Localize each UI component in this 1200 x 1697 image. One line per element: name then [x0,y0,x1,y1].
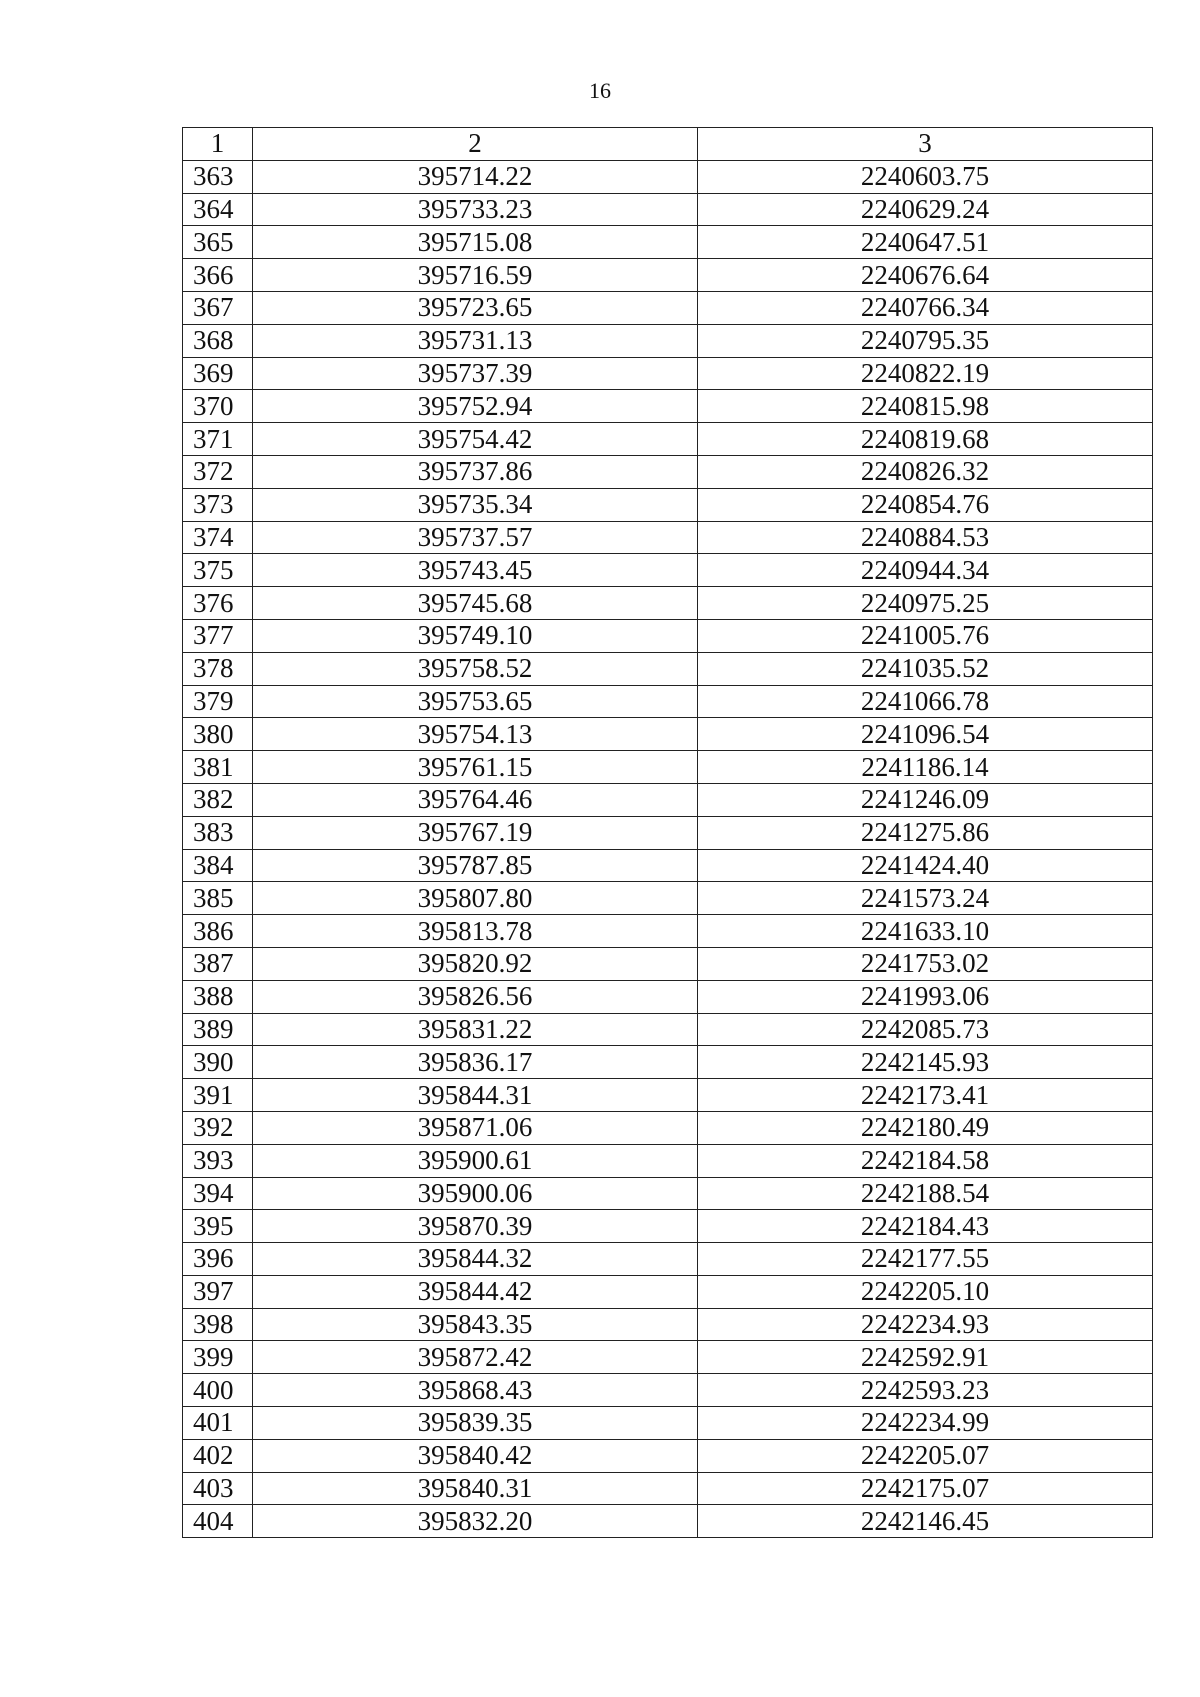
point-number-cell: 392 [183,1111,253,1144]
table-row [183,685,1153,718]
table-row [183,1046,1153,1079]
point-number-cell: 377 [183,619,253,652]
coordinate-x-cell: 395723.65 [253,291,698,324]
table-row [183,1177,1153,1210]
coordinate-x-cell: 395753.65 [253,685,698,718]
coordinate-y-cell: 2241096.54 [698,718,1153,751]
point-number-cell: 367 [183,291,253,324]
coordinate-y-cell: 2240676.64 [698,259,1153,292]
point-number-cell: 382 [183,783,253,816]
table-row [183,259,1153,292]
point-number-cell: 395 [183,1210,253,1243]
coordinate-x-cell: 395840.31 [253,1472,698,1505]
point-number-cell: 399 [183,1341,253,1374]
coordinate-y-cell: 2242173.41 [698,1079,1153,1112]
table-row [183,619,1153,652]
coordinate-x-cell: 395807.80 [253,882,698,915]
coordinate-y-cell: 2241246.09 [698,783,1153,816]
table-row [183,587,1153,620]
table-row [183,751,1153,784]
coordinate-x-cell: 395843.35 [253,1308,698,1341]
page-number: 16 [589,78,611,103]
coordinate-y-cell: 2242205.10 [698,1275,1153,1308]
point-number-cell: 368 [183,324,253,357]
coordinate-x-cell: 395714.22 [253,160,698,193]
point-number-cell: 381 [183,751,253,784]
coordinate-x-cell: 395844.42 [253,1275,698,1308]
coordinate-y-cell: 2242234.93 [698,1308,1153,1341]
coordinate-x-cell: 395743.45 [253,554,698,587]
coordinate-x-cell: 395737.39 [253,357,698,390]
table-row [183,1341,1153,1374]
coordinate-y-cell: 2242205.07 [698,1439,1153,1472]
coordinate-y-cell: 2241275.86 [698,816,1153,849]
coordinate-x-cell: 395839.35 [253,1407,698,1440]
table-row [183,783,1153,816]
point-number-cell: 403 [183,1472,253,1505]
coordinate-y-cell: 2242184.58 [698,1144,1153,1177]
table-row [183,193,1153,226]
table-row [183,652,1153,685]
coordinate-y-cell: 2241753.02 [698,947,1153,980]
coordinate-x-cell: 395871.06 [253,1111,698,1144]
point-number-cell: 400 [183,1374,253,1407]
coordinate-y-cell: 2241035.52 [698,652,1153,685]
point-number-cell: 387 [183,947,253,980]
point-number-cell: 404 [183,1505,253,1538]
coordinate-y-cell: 2242175.07 [698,1472,1153,1505]
coordinate-y-cell: 2240795.35 [698,324,1153,357]
table-row [183,1079,1153,1112]
point-number-cell: 384 [183,849,253,882]
coordinate-y-cell: 2242146.45 [698,1505,1153,1538]
coordinate-x-cell: 395767.19 [253,816,698,849]
coordinate-x-cell: 395716.59 [253,259,698,292]
coordinate-y-cell: 2241186.14 [698,751,1153,784]
table-row [183,423,1153,456]
table-row [183,324,1153,357]
coordinate-x-cell: 395900.06 [253,1177,698,1210]
table-row [183,1407,1153,1440]
coordinate-y-cell: 2240944.34 [698,554,1153,587]
coordinate-y-cell: 2241633.10 [698,915,1153,948]
coordinate-x-cell: 395844.31 [253,1079,698,1112]
table-row [183,718,1153,751]
table-row [183,1144,1153,1177]
coordinate-x-cell: 395836.17 [253,1046,698,1079]
coordinate-x-cell: 395870.39 [253,1210,698,1243]
column-header-1: 1 [183,128,253,161]
table-row [183,849,1153,882]
column-header-3: 3 [698,128,1153,161]
point-number-cell: 393 [183,1144,253,1177]
coordinate-y-cell: 2242188.54 [698,1177,1153,1210]
coordinate-y-cell: 2240975.25 [698,587,1153,620]
coordinate-y-cell: 2240647.51 [698,226,1153,259]
coordinate-x-cell: 395737.57 [253,521,698,554]
coordinate-y-cell: 2240884.53 [698,521,1153,554]
point-number-cell: 369 [183,357,253,390]
coordinate-y-cell: 2240629.24 [698,193,1153,226]
point-number-cell: 402 [183,1439,253,1472]
table-row [183,1275,1153,1308]
point-number-cell: 378 [183,652,253,685]
coordinate-x-cell: 395840.42 [253,1439,698,1472]
point-number-cell: 376 [183,587,253,620]
coordinate-y-cell: 2240826.32 [698,455,1153,488]
coordinate-x-cell: 395754.13 [253,718,698,751]
table-row [183,816,1153,849]
point-number-cell: 364 [183,193,253,226]
coordinate-x-cell: 395731.13 [253,324,698,357]
coordinate-x-cell: 395820.92 [253,947,698,980]
table-row [183,357,1153,390]
point-number-cell: 380 [183,718,253,751]
coordinate-x-cell: 395758.52 [253,652,698,685]
point-number-cell: 386 [183,915,253,948]
coordinate-y-cell: 2240603.75 [698,160,1153,193]
coordinate-y-cell: 2242184.43 [698,1210,1153,1243]
coordinate-y-cell: 2240819.68 [698,423,1153,456]
table-row [183,390,1153,423]
coordinate-y-cell: 2242234.99 [698,1407,1153,1440]
coordinate-y-cell: 2240766.34 [698,291,1153,324]
coordinate-x-cell: 395715.08 [253,226,698,259]
point-number-cell: 373 [183,488,253,521]
coordinate-x-cell: 395813.78 [253,915,698,948]
point-number-cell: 396 [183,1243,253,1276]
table-row [183,1210,1153,1243]
coordinate-x-cell: 395826.56 [253,980,698,1013]
coordinate-y-cell: 2241424.40 [698,849,1153,882]
point-number-cell: 375 [183,554,253,587]
table-row [183,1308,1153,1341]
point-number-cell: 391 [183,1079,253,1112]
coordinate-x-cell: 395872.42 [253,1341,698,1374]
point-number-cell: 371 [183,423,253,456]
table-row [183,915,1153,948]
table-row [183,1472,1153,1505]
coordinate-y-cell: 2242593.23 [698,1374,1153,1407]
table-row [183,226,1153,259]
coordinate-x-cell: 395868.43 [253,1374,698,1407]
point-number-cell: 394 [183,1177,253,1210]
point-number-cell: 390 [183,1046,253,1079]
coordinate-x-cell: 395735.34 [253,488,698,521]
coordinate-y-cell: 2241993.06 [698,980,1153,1013]
point-number-cell: 370 [183,390,253,423]
table-row [183,488,1153,521]
point-number-cell: 379 [183,685,253,718]
point-number-cell: 398 [183,1308,253,1341]
coordinate-x-cell: 395761.15 [253,751,698,784]
point-number-cell: 374 [183,521,253,554]
point-number-cell: 366 [183,259,253,292]
table-row [183,291,1153,324]
table-row [183,521,1153,554]
point-number-cell: 365 [183,226,253,259]
coordinate-x-cell: 395900.61 [253,1144,698,1177]
coordinate-x-cell: 395831.22 [253,1013,698,1046]
table-body [183,128,1153,1538]
point-number-cell: 363 [183,160,253,193]
coordinate-x-cell: 395733.23 [253,193,698,226]
coordinate-y-cell: 2242177.55 [698,1243,1153,1276]
table-row [183,1243,1153,1276]
coordinate-y-cell: 2240822.19 [698,357,1153,390]
table-row [183,980,1153,1013]
point-number-cell: 388 [183,980,253,1013]
coordinate-x-cell: 395737.86 [253,455,698,488]
coordinate-y-cell: 2240815.98 [698,390,1153,423]
table-row [183,455,1153,488]
table-row [183,947,1153,980]
coordinate-y-cell: 2242145.93 [698,1046,1153,1079]
coordinate-x-cell: 395749.10 [253,619,698,652]
point-number-cell: 397 [183,1275,253,1308]
coordinate-x-cell: 395752.94 [253,390,698,423]
table-row [183,1111,1153,1144]
point-number-cell: 383 [183,816,253,849]
coordinate-y-cell: 2242085.73 [698,1013,1153,1046]
table-row [183,1439,1153,1472]
coordinate-y-cell: 2241005.76 [698,619,1153,652]
coordinate-x-cell: 395754.42 [253,423,698,456]
coordinates-table [182,127,1153,1538]
point-number-cell: 389 [183,1013,253,1046]
table-row [183,160,1153,193]
table-header-row [183,128,1153,161]
column-header-2: 2 [253,128,698,161]
table-row [183,882,1153,915]
table-row [183,1374,1153,1407]
coordinate-x-cell: 395764.46 [253,783,698,816]
coordinate-x-cell: 395787.85 [253,849,698,882]
table-row [183,1013,1153,1046]
coordinate-x-cell: 395832.20 [253,1505,698,1538]
point-number-cell: 401 [183,1407,253,1440]
table-row [183,1505,1153,1538]
coordinate-x-cell: 395745.68 [253,587,698,620]
point-number-cell: 372 [183,455,253,488]
coordinate-y-cell: 2242592.91 [698,1341,1153,1374]
coordinate-y-cell: 2242180.49 [698,1111,1153,1144]
coordinate-y-cell: 2240854.76 [698,488,1153,521]
table-row [183,554,1153,587]
point-number-cell: 385 [183,882,253,915]
coordinate-y-cell: 2241066.78 [698,685,1153,718]
coordinate-x-cell: 395844.32 [253,1243,698,1276]
coordinate-y-cell: 2241573.24 [698,882,1153,915]
